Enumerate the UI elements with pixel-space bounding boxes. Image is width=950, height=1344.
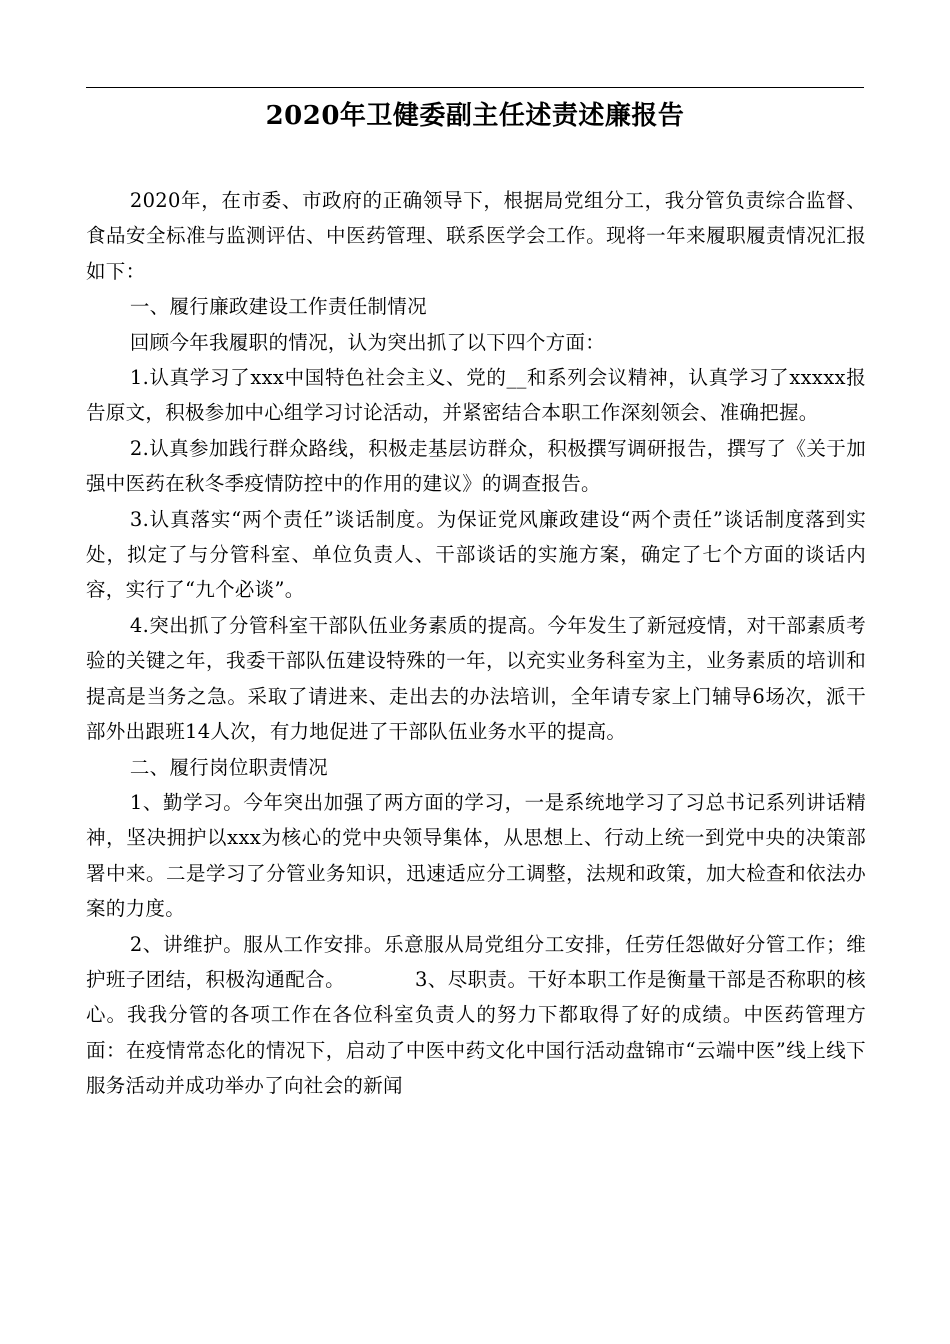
paragraph-item-4: 4.突出抓了分管科室干部队伍业务素质的提高。今年发生了新冠疫情，对干部素质考验的关键之年，我委干部队伍建设特殊的一年，以充实业务科室为主，业务素质的培训和提高是当务之急。采取了请进来、走出去的办法培训，全年请专家上门辅导6场次，派干部外出跟班14人次，有力地促进了干部队伍业务水平的提高。 [86, 613, 866, 744]
paragraph-item-3: 3.认真落实“两个责任”谈话制度。为保证党风廉政建设“两个责任”谈话制度落到实处，拟定了与分管科室、单位负责人、干部谈话的实施方案，确定了七个方面的谈话内容，实行了“九个必谈”。 [86, 507, 866, 602]
document-title: 2020年卫健委副主任述责述廉报告 [265, 101, 685, 131]
section-heading-1: 一、履行廉政建设工作责任制情况 [129, 295, 427, 319]
paragraph-item-2: 2.认真参加践行群众路线，积极走基层访群众，积极撰写调研报告，撰写了《关于加强中医药在秋冬季疫情防控中的作用的建议》的调查报告。 [86, 436, 866, 496]
paragraph-item-1: 1.认真学习了xxx中国特色社会主义、党的__和系列会议精神，认真学习了xxxxx报告原文，积极参加中心组学习讨论活动，并紧密结合本职工作深刻领会、准确把握。 [86, 366, 866, 425]
paragraph-intro: 2020年，在市委、市政府的正确领导下，根据局党组分工，我分管负责综合监督、食品安全标准与监测评估、中医药管理、联系医学会工作。现将一年来履职履责情况汇报如下： [86, 189, 866, 283]
paragraph-review: 回顾今年我履职的情况，认为突出抓了以下四个方面： [129, 330, 606, 354]
paragraph-maintain: 2、讲维护。服从工作安排。乐意服从局党组分工安排，任劳任怨做好分管工作；维护班子团结，积极沟通配合。 3、尽职责。干好本职工作是衡量干部是否称职的核心。我我分管的各项工作在各位科室负责人的努力下都取得了好的成绩。中医药管理方面：在疫情常态化的情况下，启动了中医中药文化中国行活动盘锦市“云端中医”线上线下服务活动并成功举办了向社会的新闻 [86, 932, 866, 1098]
paragraph-study: 1、勤学习。今年突出加强了两方面的学习，一是系统地学习了习总书记系列讲话精神，坚决拥护以xxx为核心的党中央领导集体，从思想上、行动上统一到党中央的决策部署中来。二是学习了分管业务知识，迅速适应分工调整，法规和政策，加大检查和依法办案的力度。 [86, 790, 866, 921]
document-body [86, 183, 866, 1104]
header-rule [86, 87, 864, 88]
section-heading-2: 二、履行岗位职责情况 [129, 755, 328, 779]
